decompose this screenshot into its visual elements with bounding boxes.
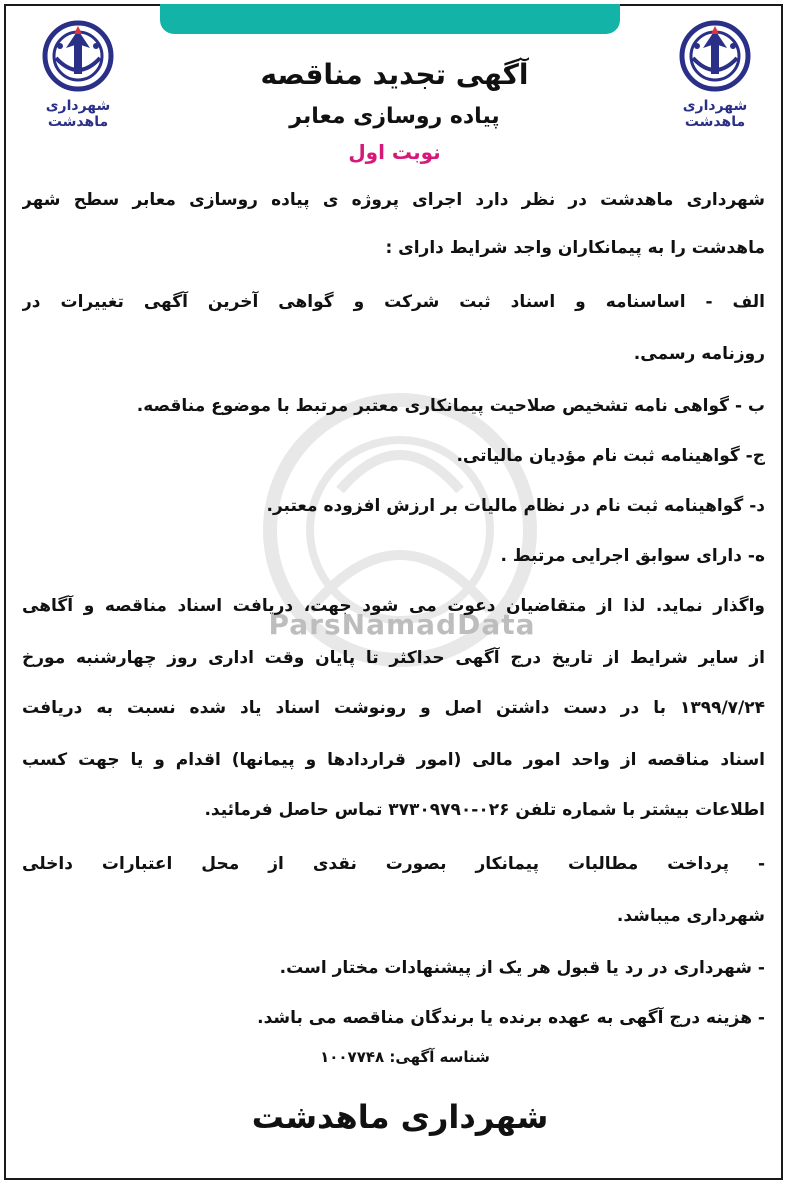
body-line: روزنامه رسمی. <box>633 344 765 364</box>
ad-id: شناسه آگهی: ۱۰۰۷۷۴۸ <box>320 1048 490 1066</box>
body-line: - پرداخت مطالبات پیمانکار بصورت نقدی از محل اعتبارات داخلی <box>22 854 765 874</box>
page-title: آگهی تجدید مناقصه <box>260 58 529 91</box>
body-line: د- گواهینامه ثبت نام در نظام مالیات بر ارزش افزوده معتبر. <box>266 496 765 516</box>
body-line: ماهدشت را به پیمانکاران واجد شرایط دارای : <box>385 238 765 258</box>
body-line: ۱۳۹۹/۷/۲۴ با در دست داشتن اصل و رونوشت اسناد یاد شده نسبت به دریافت <box>22 698 765 718</box>
municipality-logo-left <box>18 18 138 128</box>
watermark-text: ParsNamadData <box>268 608 536 641</box>
logo-label: شهرداری ماهدشت <box>45 98 111 130</box>
body-line: ج- گواهینامه ثبت نام مؤدیان مالیاتی. <box>456 446 765 466</box>
body-line: اسناد مناقصه از واحد امور مالی (امور قراردادها و پیمانها) اقدام و یا جهت کسب <box>22 750 765 770</box>
top-accent-bar <box>160 4 620 34</box>
body-line: واگذار نماید. لذا از متقاضیان دعوت می شود جهت، دریافت اسناد مناقصه و آگاهی <box>22 596 765 616</box>
body-line: - هزینه درج آگهی به عهده برنده یا برندگان مناقصه می باشد. <box>257 1008 765 1028</box>
seal-icon <box>38 18 118 94</box>
municipality-logo-right <box>655 18 775 128</box>
publication-turn: نوبت اول <box>348 140 441 164</box>
body-line: شهرداری میباشد. <box>616 906 765 926</box>
body-line: ه- دارای سوابق اجرایی مرتبط . <box>500 546 765 566</box>
body-line: اطلاعات بیشتر با شماره تلفن ۰۲۶-۳۷۳۰۹۷۹۰ تماس حاصل فرمائید. <box>204 800 765 820</box>
seal-icon <box>675 18 755 94</box>
footer-signature: شهرداری ماهدشت <box>251 1098 549 1136</box>
body-line: ب - گواهی نامه تشخیص صلاحیت پیمانکاری معتبر مرتبط با موضوع مناقصه. <box>136 396 765 416</box>
body-line: الف - اساسنامه و اسناد ثبت شرکت و گواهی آخرین آگهی تغییرات در <box>22 292 765 312</box>
body-line: از سایر شرایط از تاریخ درج آگهی حداکثر تا پایان وقت اداری روز چهارشنبه مورخ <box>22 648 765 668</box>
body-line: - شهرداری در رد یا قبول هر یک از پیشنهادات مختار است. <box>279 958 765 978</box>
logo-label: شهرداری ماهدشت <box>682 98 748 130</box>
page-subtitle: پیاده روسازی معابر <box>289 104 500 129</box>
body-line: شهرداری ماهدشت در نظر دارد اجرای پروژه ی پیاده روسازی معابر سطح شهر <box>22 190 765 210</box>
